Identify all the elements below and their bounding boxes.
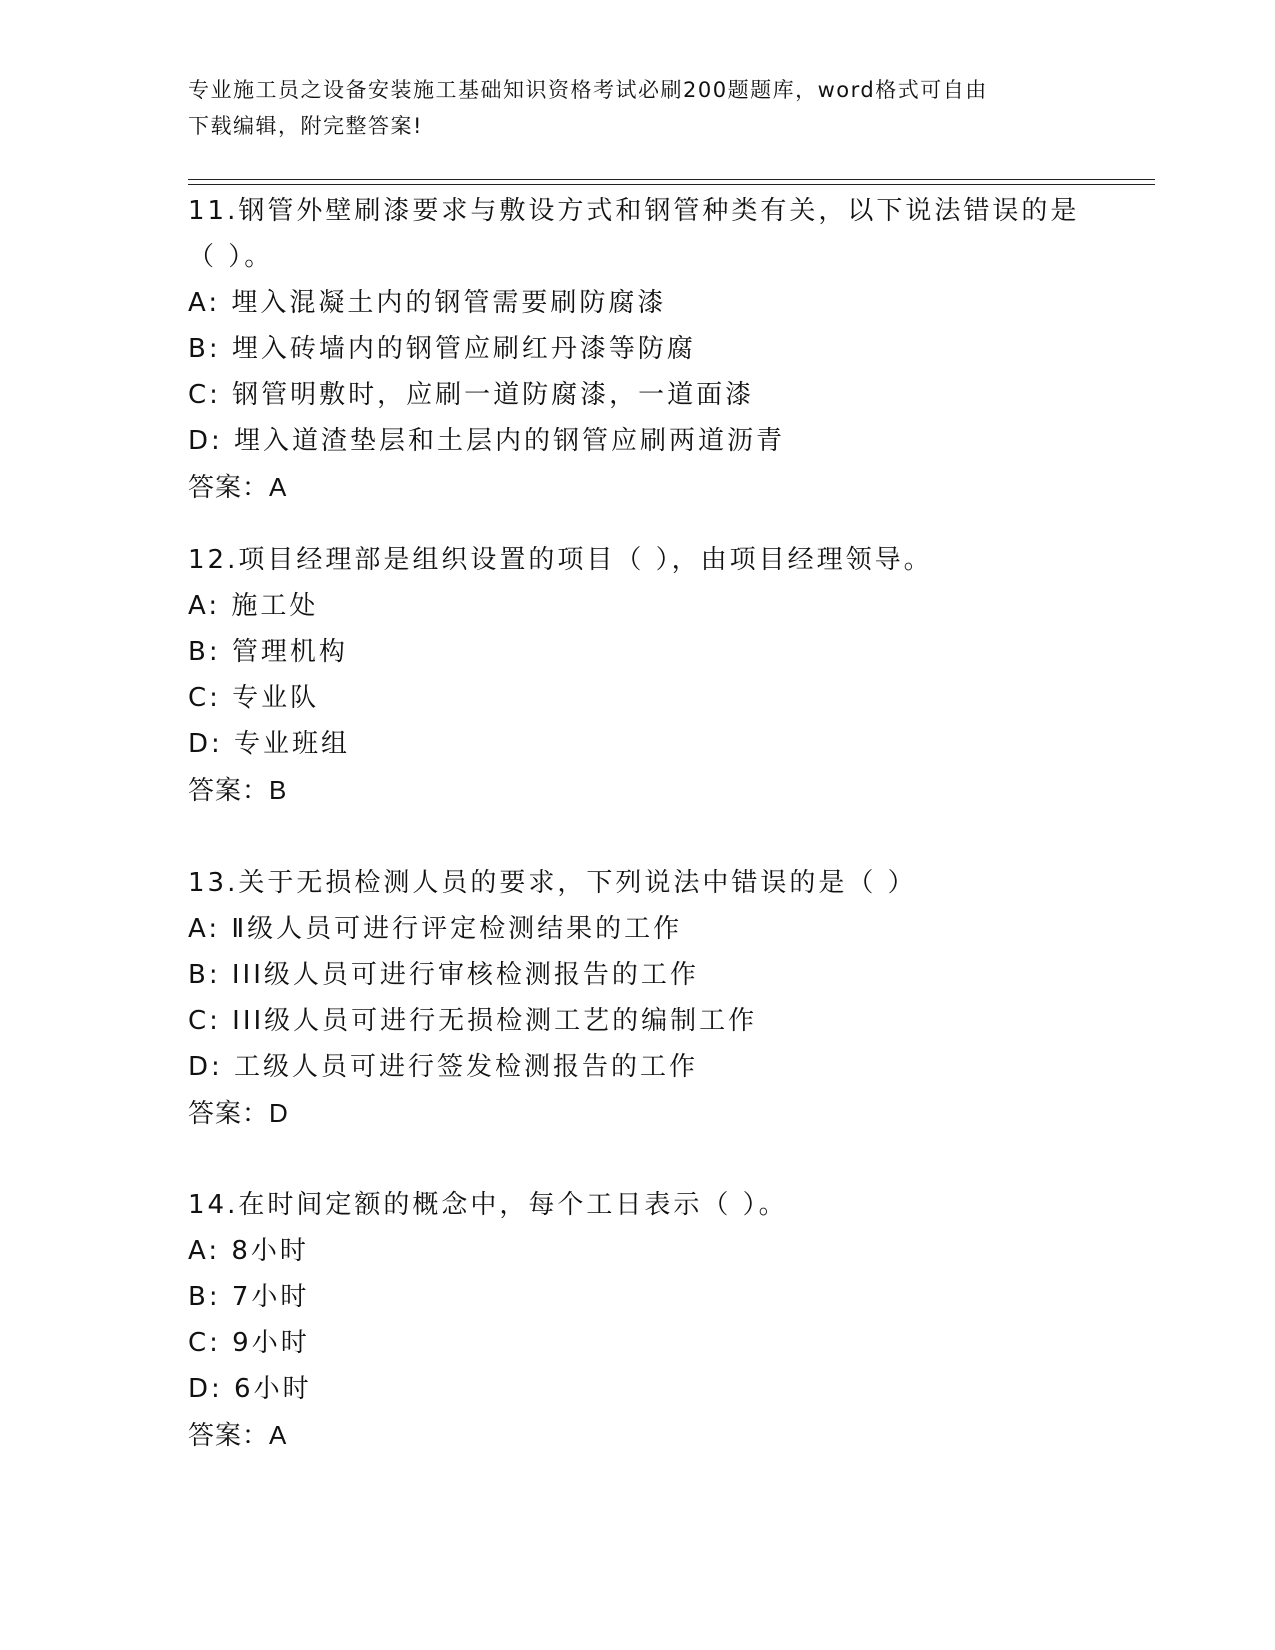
option-d: D: 工级人员可进行签发检测报告的工作 xyxy=(188,1052,699,1082)
question-13 xyxy=(188,860,1088,1137)
option-b: B: 埋入砖墙内的钢管应刷红丹漆等防腐 xyxy=(188,334,696,364)
header-line-2: 下载编辑，附完整答案! xyxy=(188,114,423,138)
question-12 xyxy=(188,537,1088,814)
option-d: D: 埋入道渣垫层和土层内的钢管应刷两道沥青 xyxy=(188,426,786,456)
option-c: C: 钢管明敷时，应刷一道防腐漆，一道面漆 xyxy=(188,380,755,410)
option-c: C: III级人员可进行无损检测工艺的编制工作 xyxy=(188,1006,758,1036)
option-a: A: 施工处 xyxy=(188,591,319,621)
option-a: A: 8小时 xyxy=(188,1236,309,1266)
question-stem: 13.关于无损检测人员的要求，下列说法中错误的是（ ） xyxy=(188,868,917,898)
option-c: C: 专业队 xyxy=(188,683,320,713)
option-a: A: Ⅱ级人员可进行评定检测结果的工作 xyxy=(188,914,683,944)
answer-line xyxy=(188,1412,1088,1459)
answer-label: 答案： xyxy=(188,776,270,806)
option-a: A: 埋入混凝土内的钢管需要刷防腐漆 xyxy=(188,288,667,318)
option-b: B: 管理机构 xyxy=(188,637,348,667)
answer-label: 答案： xyxy=(188,1099,270,1129)
option-c: C: 9小时 xyxy=(188,1328,310,1358)
question-stem: 11.钢管外壁刷漆要求与敷设方式和钢管种类有关，以下说法错误的是 xyxy=(188,196,1080,226)
answer-value: B xyxy=(269,775,288,805)
answer-line xyxy=(188,464,1088,511)
answer-label: 答案： xyxy=(188,473,270,503)
question-11 xyxy=(188,188,1088,511)
option-d: D: 6小时 xyxy=(188,1374,312,1404)
option-b: B: III级人员可进行审核检测报告的工作 xyxy=(188,960,699,990)
answer-label: 答案： xyxy=(188,1421,270,1451)
answer-value: D xyxy=(269,1098,289,1128)
question-stem: 12.项目经理部是组织设置的项目（ ），由项目经理领导。 xyxy=(188,545,933,575)
option-d: D: 专业班组 xyxy=(188,729,351,759)
answer-value: A xyxy=(269,1420,288,1450)
header-divider-bottom xyxy=(188,184,1155,185)
question-stem: 14.在时间定额的概念中，每个工日表示（ ）。 xyxy=(188,1190,788,1220)
header-divider-top xyxy=(188,179,1155,180)
question-stem-continued: （ ）。 xyxy=(188,242,274,272)
option-b: B: 7小时 xyxy=(188,1282,310,1312)
answer-line xyxy=(188,767,1088,814)
answer-value: A xyxy=(269,472,288,502)
header-line-1: 专业施工员之设备安装施工基础知识资格考试必刷200题题库，word格式可自由 xyxy=(188,78,988,102)
question-14 xyxy=(188,1182,1088,1459)
document-header xyxy=(188,72,1088,144)
answer-line xyxy=(188,1090,1088,1137)
